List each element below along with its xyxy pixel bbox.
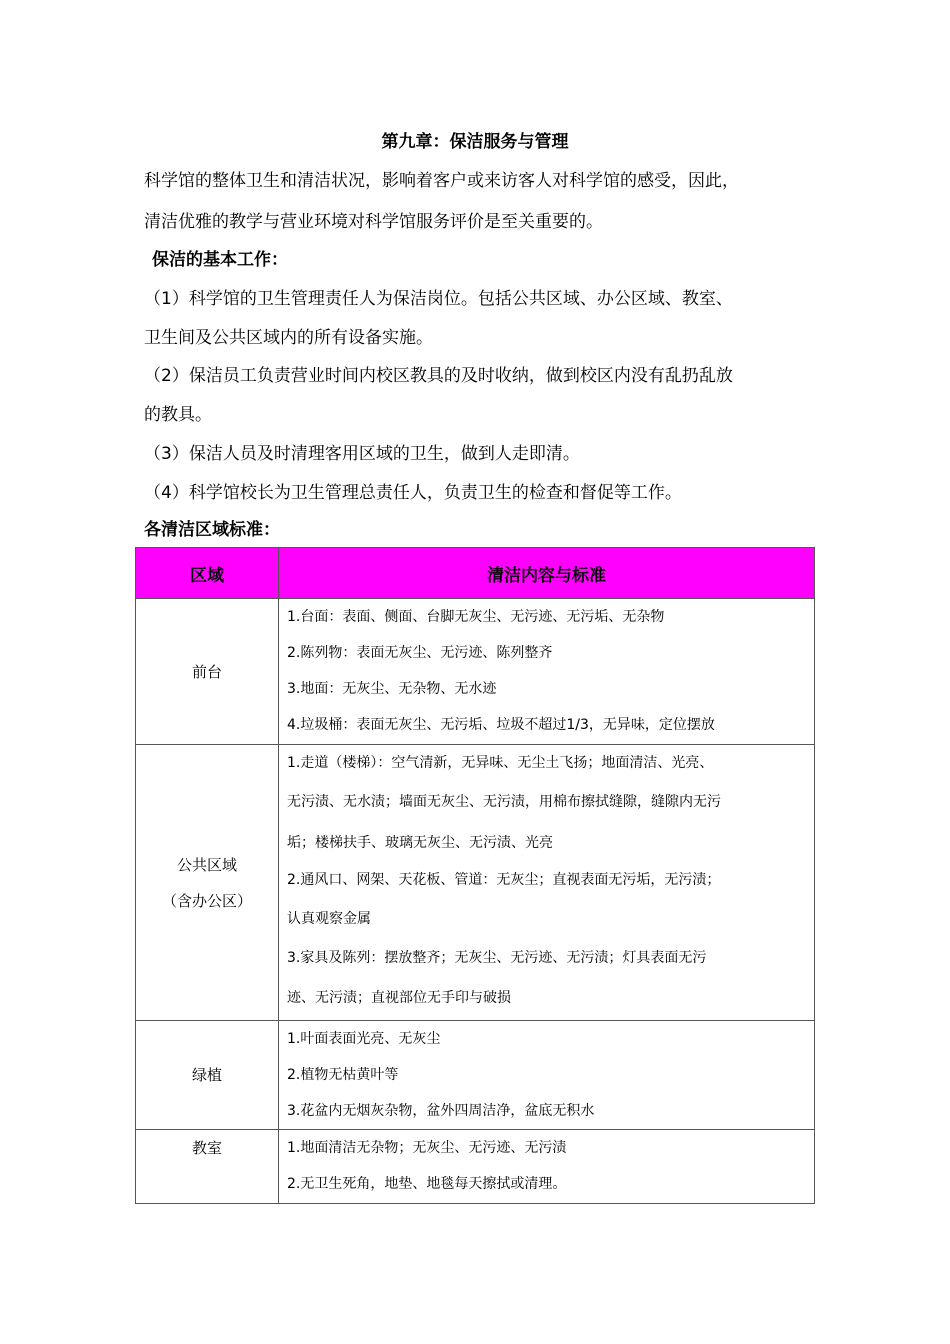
standard-item: 2.陈列物：表面无灰尘、无污迹、陈列整齐	[287, 645, 553, 661]
content-cell	[279, 1130, 815, 1204]
content-cell	[279, 1021, 815, 1130]
area-cell	[136, 1021, 279, 1130]
intro-line: 科学馆的整体卫生和清洁状况，影响着客户或来访客人对科学馆的感受，因此，	[144, 171, 739, 191]
standard-item: 2.通风口、网架、天花板、管道：无灰尘；直视表面无污垢，无污渍；	[287, 872, 721, 888]
area-label: 绿植	[191, 1066, 222, 1084]
area-sublabel: （含办公区）	[161, 891, 252, 910]
standard-item: 4.垃圾桶：表面无灰尘、无污垢、垃圾不超过1/3，无异味，定位摆放	[287, 717, 715, 733]
table-row	[136, 599, 815, 745]
table-row	[136, 745, 815, 1021]
table-row	[136, 1021, 815, 1130]
header-content: 清洁内容与标准	[279, 548, 815, 599]
basic-item: （2）保洁员工负责营业时间内校区教具的及时收纳，做到校区内没有乱扔乱放	[144, 366, 733, 386]
basic-item: （1）科学馆的卫生管理责任人为保洁岗位。包括公共区域、办公区域、教室、	[144, 289, 733, 309]
area-cell	[136, 599, 279, 745]
standard-item: 认真观察金属	[287, 911, 371, 927]
basic-item: （4）科学馆校长为卫生管理总责任人，负责卫生的检查和督促等工作。	[144, 483, 682, 503]
header-area: 区域	[136, 548, 279, 599]
standard-item: 1.走道（楼梯）：空气清新，无异味、无尘土飞扬；地面清洁、光亮、	[287, 755, 714, 771]
standard-item: 垢；楼梯扶手、玻璃无灰尘、无污渍、光亮	[287, 835, 553, 851]
standard-item: 3.家具及陈列：摆放整齐；无灰尘、无污迹、无污渍；灯具表面无污	[287, 950, 707, 966]
area-cell	[136, 745, 279, 1021]
cleaning-standards-table	[135, 547, 815, 1204]
basic-item: 卫生间及公共区域内的所有设备实施。	[144, 328, 433, 348]
area-label: 教室	[191, 1139, 222, 1157]
standard-item: 1.台面：表面、侧面、台脚无灰尘、无污迹、无污垢、无杂物	[287, 609, 665, 625]
basic-work-heading: 保洁的基本工作：	[152, 250, 288, 270]
basic-item: 的教具。	[144, 405, 212, 425]
basic-item: （3）保洁人员及时清理客用区域的卫生，做到人走即清。	[144, 444, 580, 464]
area-cell	[136, 1130, 279, 1204]
table-header-row	[136, 548, 815, 599]
intro-line: 清洁优雅的教学与营业环境对科学馆服务评价是至关重要的。	[144, 212, 603, 232]
standard-item: 1.地面清洁无杂物；无灰尘、无污迹、无污渍	[287, 1140, 567, 1156]
content-cell	[279, 745, 815, 1021]
standard-item: 1.叶面表面光亮、无灰尘	[287, 1031, 441, 1047]
standard-item: 2.无卫生死角，地垫、地毯每天擦拭或清理。	[287, 1176, 567, 1192]
content-cell	[279, 599, 815, 745]
standard-item: 迹、无污渍；直视部位无手印与破损	[287, 990, 511, 1006]
area-label: 前台	[191, 662, 222, 681]
table-row	[136, 1130, 815, 1204]
area-label: 公共区域	[176, 855, 237, 874]
chapter-title: 第九章：保洁服务与管理	[381, 132, 569, 152]
standard-item: 无污渍、无水渍；墙面无灰尘、无污渍，用棉布擦拭缝隙，缝隙内无污	[287, 794, 721, 810]
standard-item: 2.植物无枯黄叶等	[287, 1067, 399, 1083]
standard-item: 3.地面：无灰尘、无杂物、无水迹	[287, 681, 497, 697]
table-heading: 各清洁区域标准：	[144, 520, 280, 540]
standard-item: 3.花盆内无烟灰杂物，盆外四周洁净，盆底无积水	[287, 1103, 595, 1119]
